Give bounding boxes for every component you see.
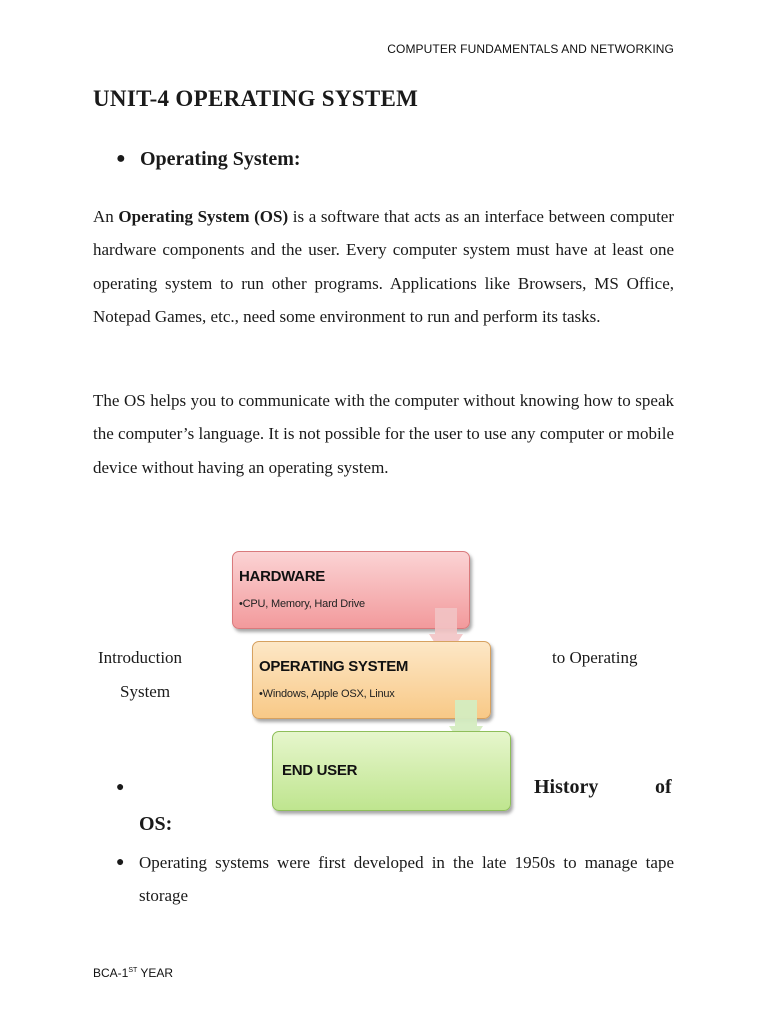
section-heading-text: Operating System:	[140, 148, 301, 170]
footer-sup: ST	[128, 967, 138, 974]
running-header: COMPUTER FUNDAMENTALS AND NETWORKING	[387, 42, 674, 56]
paragraph-communication: The OS helps you to communicate with the computer without knowing how to speak the computer’s language. It is not possible for the user to use any computer or mobile device without having an operating system.	[93, 391, 674, 477]
history-heading-part2: of	[655, 776, 672, 798]
footer-label: BCA-1	[93, 966, 129, 980]
footer-suffix: YEAR	[137, 966, 174, 980]
running-footer	[93, 966, 173, 980]
paragraph-definition	[93, 200, 674, 334]
caption-right: to Operating	[552, 648, 638, 667]
history-heading-part1: History	[534, 776, 599, 798]
os-title: OPERATING SYSTEM	[259, 658, 409, 675]
caption-second-line: System	[120, 682, 171, 701]
unit-title: UNIT-4 OPERATING SYSTEM	[93, 86, 419, 111]
hardware-sub: •CPU, Memory, Hard Drive	[239, 598, 365, 610]
bullet-icon: ●	[116, 150, 126, 167]
list-item: Operating systems were first developed in the late 1950s to manage tape storage	[139, 853, 674, 906]
para1-bold-term: Operating System (OS)	[118, 207, 289, 226]
bullet-icon: ●	[116, 780, 125, 795]
history-heading-line2: OS:	[139, 813, 173, 835]
bullet-icon: ●	[116, 855, 125, 870]
os-sub: •Windows, Apple OSX, Linux	[259, 688, 395, 700]
hardware-title: HARDWARE	[239, 568, 325, 585]
end-user-box	[272, 731, 511, 811]
para1-prefix: An	[93, 207, 119, 226]
caption-left: Introduction	[98, 648, 183, 667]
section-heading-operating-system	[116, 148, 301, 171]
para1-rest: is a software that acts as an interface between computer hardware components and the user. Every computer system must have at least one operating system to run other programs. Applications like Browsers, MS Office, Notepad Games, etc., need some environment to run and perform its tasks.	[93, 207, 675, 327]
end-user-title: END USER	[282, 762, 358, 779]
